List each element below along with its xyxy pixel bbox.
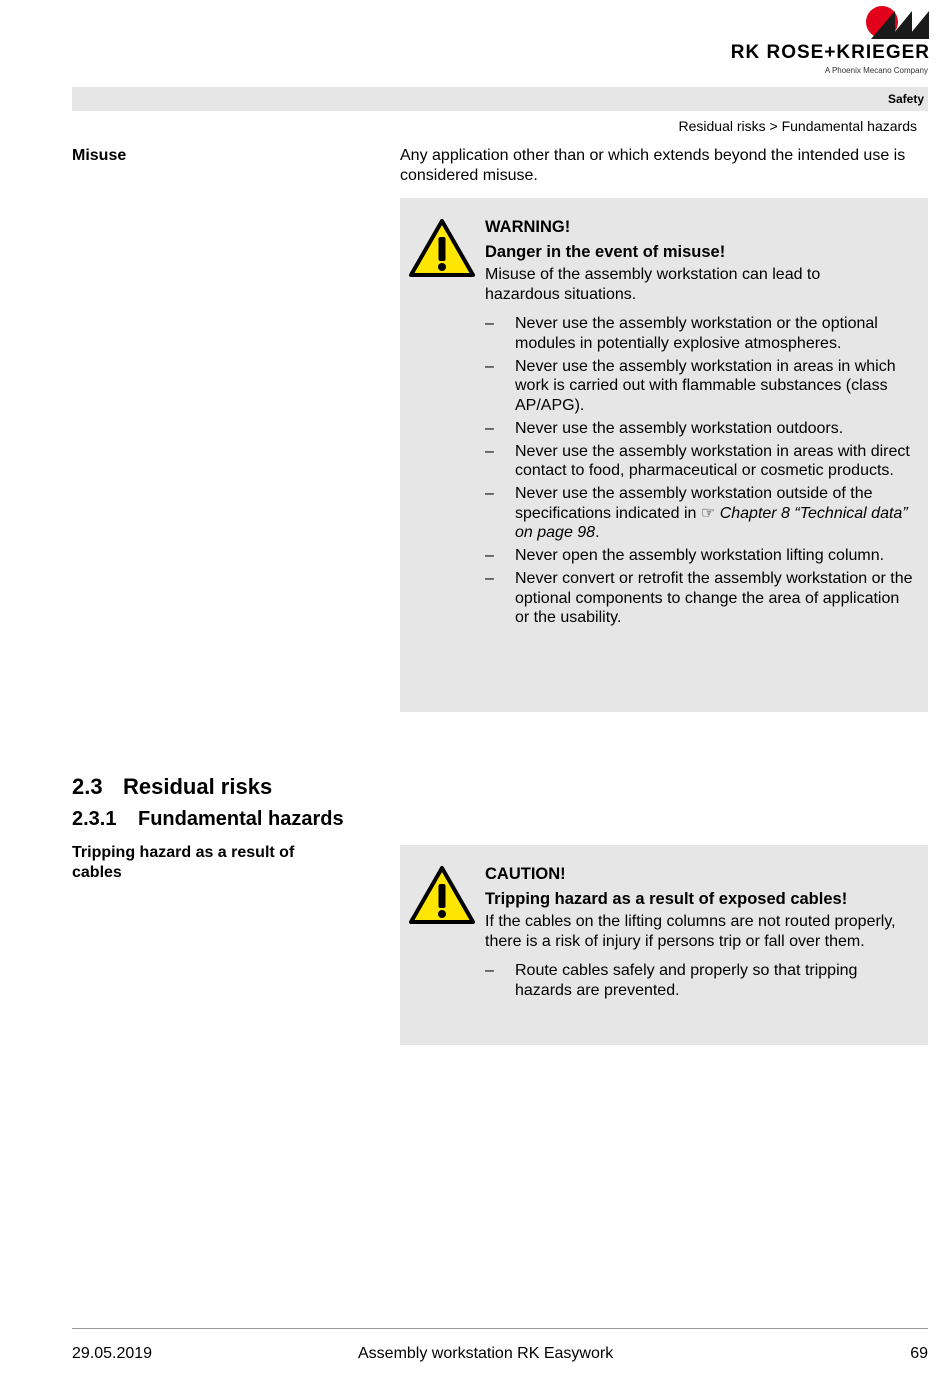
list-item: – Never use the assembly workstation or the optional modules in potentially explosive atmospheres. bbox=[485, 314, 914, 353]
warning-content bbox=[485, 215, 914, 631]
list-item-text: Never use the assembly workstation outside of the specifications indicated in bbox=[515, 485, 873, 522]
rk-logo-mark-icon bbox=[865, 5, 929, 39]
caution-signal-word: CAUTION! bbox=[485, 865, 566, 883]
subsection-number: 2.3.1 bbox=[72, 808, 117, 830]
list-item: – Route cables safely and properly so that tripping hazards are prevented. bbox=[485, 961, 914, 1000]
cross-reference-icon: ☞ bbox=[700, 504, 716, 522]
brand-name: RK ROSE+KRIEGER bbox=[730, 42, 930, 63]
list-item: – Never use the assembly workstation outdoors. bbox=[485, 419, 914, 439]
subsection-heading bbox=[72, 808, 344, 831]
warning-triangle-icon bbox=[408, 865, 476, 925]
caution-content bbox=[485, 862, 914, 1004]
list-item: – Never open the assembly workstation lifting column. bbox=[485, 546, 914, 566]
warning-list bbox=[485, 314, 914, 628]
subsection-title: Fundamental hazards bbox=[138, 808, 344, 830]
footer-divider bbox=[72, 1328, 928, 1329]
caution-list bbox=[485, 961, 914, 1000]
section-number: 2.3 bbox=[72, 774, 103, 799]
caution-message: If the cables on the lifting columns are not routed properly, there is a risk of injury if persons trip or fall over them. bbox=[485, 913, 896, 950]
list-item: – Never convert or retrofit the assembly workstation or the optional components to change the area of application or the usability. bbox=[485, 569, 914, 628]
misuse-label: Misuse bbox=[72, 147, 127, 164]
company-logo bbox=[730, 5, 930, 75]
brand-tagline: A Phoenix Mecano Company bbox=[824, 66, 928, 75]
caution-box bbox=[400, 845, 928, 1045]
section-title: Residual risks bbox=[123, 774, 273, 799]
warning-title: Danger in the event of misuse! bbox=[485, 243, 726, 261]
list-item: – Never use the assembly workstation in areas in which work is carried out with flammable substances (class AP/APG). bbox=[485, 357, 914, 416]
list-item bbox=[485, 484, 914, 543]
misuse-text: Any application other than or which extends beyond the intended use is considered misuse. bbox=[400, 147, 906, 184]
footer-document-title: Assembly workstation RK Easywork bbox=[358, 1345, 614, 1362]
list-item-suffix: . bbox=[595, 524, 600, 541]
warning-triangle-icon bbox=[408, 218, 476, 278]
header-band bbox=[72, 87, 928, 111]
footer-date: 29.05.2019 bbox=[72, 1345, 153, 1362]
warning-message: Misuse of the assembly workstation can lead to hazardous situations. bbox=[485, 266, 821, 303]
section-label: Safety bbox=[887, 92, 924, 106]
list-item: – Never use the assembly workstation in areas with direct contact to food, pharmaceutical or cosmetic products. bbox=[485, 442, 914, 481]
warning-box bbox=[400, 198, 928, 712]
section-heading bbox=[72, 774, 272, 800]
chapter-8-link[interactable]: Chapter 8 “Technical data” on page 98 bbox=[515, 504, 908, 541]
breadcrumb: Residual risks > Fundamental hazards bbox=[678, 118, 917, 134]
footer-page-number: 69 bbox=[910, 1345, 928, 1362]
tripping-hazard-label: Tripping hazard as a result of cables bbox=[72, 844, 295, 881]
caution-title: Tripping hazard as a result of exposed cables! bbox=[485, 890, 848, 908]
warning-signal-word: WARNING! bbox=[485, 218, 571, 236]
